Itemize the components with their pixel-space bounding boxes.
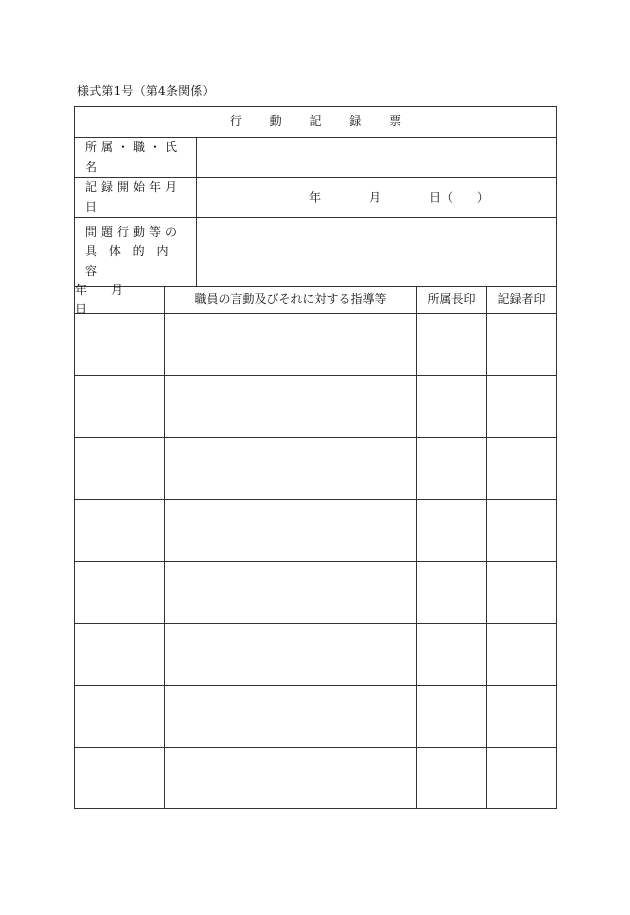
header-recorder-seal: 記録者印 xyxy=(497,292,546,307)
behavior-record-form xyxy=(74,106,557,809)
problem-behavior-label xyxy=(75,218,197,286)
row-dept-head-seal-cell[interactable] xyxy=(417,624,487,685)
row-dept-head-seal-cell[interactable] xyxy=(417,314,487,375)
row-date-cell[interactable] xyxy=(75,624,165,685)
row-recorder-seal-cell[interactable] xyxy=(487,500,556,561)
row-guidance-cell[interactable] xyxy=(165,562,417,623)
row-guidance-cell[interactable] xyxy=(165,686,417,747)
title-row xyxy=(75,107,556,138)
row-guidance-cell[interactable] xyxy=(165,438,417,499)
row-date-cell[interactable] xyxy=(75,314,165,375)
row-recorder-seal-cell[interactable] xyxy=(487,438,556,499)
row-date-cell[interactable] xyxy=(75,376,165,437)
start-date-day-unit: 日（ ） xyxy=(429,189,490,204)
row-dept-head-seal-cell[interactable] xyxy=(417,500,487,561)
problem-behavior-field[interactable] xyxy=(197,218,556,286)
table-row xyxy=(75,562,556,624)
table-row xyxy=(75,686,556,748)
start-date-row xyxy=(75,178,556,218)
problem-behavior-label-line2: 具 体 的 内 容 xyxy=(85,244,173,278)
row-dept-head-seal-cell[interactable] xyxy=(417,686,487,747)
header-date: 年 月 日 xyxy=(75,287,165,313)
row-guidance-cell[interactable] xyxy=(165,748,417,808)
row-recorder-seal-cell[interactable] xyxy=(487,624,556,685)
start-date-label: 記録開始年月日 xyxy=(75,178,197,217)
affiliation-field[interactable] xyxy=(197,138,556,177)
table-row xyxy=(75,376,556,438)
row-dept-head-seal-cell[interactable] xyxy=(417,562,487,623)
table-row xyxy=(75,748,556,808)
table-row xyxy=(75,624,556,686)
row-date-cell[interactable] xyxy=(75,748,165,808)
form-title: 行 動 記 録 票 xyxy=(229,114,414,129)
row-recorder-seal-cell[interactable] xyxy=(487,686,556,747)
row-recorder-seal-cell[interactable] xyxy=(487,562,556,623)
start-date-field[interactable] xyxy=(197,178,556,217)
problem-behavior-label-line1: 問題行動等の xyxy=(85,225,182,240)
affiliation-row xyxy=(75,138,556,178)
row-guidance-cell[interactable] xyxy=(165,376,417,437)
row-recorder-seal-cell[interactable] xyxy=(487,314,556,375)
header-dept-head-seal: 所属長印 xyxy=(417,287,487,313)
row-guidance-cell[interactable] xyxy=(165,314,417,375)
start-date-year-unit: 年 xyxy=(309,189,322,204)
log-table-header xyxy=(75,282,556,316)
row-recorder-seal-cell[interactable] xyxy=(487,748,556,808)
row-dept-head-seal-cell[interactable] xyxy=(417,438,487,499)
form-number-label: 様式第1号（第4条関係） xyxy=(77,84,215,98)
row-guidance-cell[interactable] xyxy=(165,500,417,561)
row-guidance-cell[interactable] xyxy=(165,624,417,685)
affiliation-label: 所属・職・氏名 xyxy=(75,138,197,177)
row-dept-head-seal-cell[interactable] xyxy=(417,376,487,437)
row-dept-head-seal-cell[interactable] xyxy=(417,748,487,808)
row-date-cell[interactable] xyxy=(75,438,165,499)
table-row xyxy=(75,314,556,376)
table-row xyxy=(75,438,556,500)
row-date-cell[interactable] xyxy=(75,500,165,561)
problem-behavior-row xyxy=(75,218,556,287)
row-date-cell[interactable] xyxy=(75,562,165,623)
row-recorder-seal-cell[interactable] xyxy=(487,376,556,437)
row-date-cell[interactable] xyxy=(75,686,165,747)
start-date-month-unit: 月 xyxy=(369,189,382,204)
header-guidance: 職員の言動及びそれに対する指導等 xyxy=(165,287,417,313)
table-row xyxy=(75,500,556,562)
